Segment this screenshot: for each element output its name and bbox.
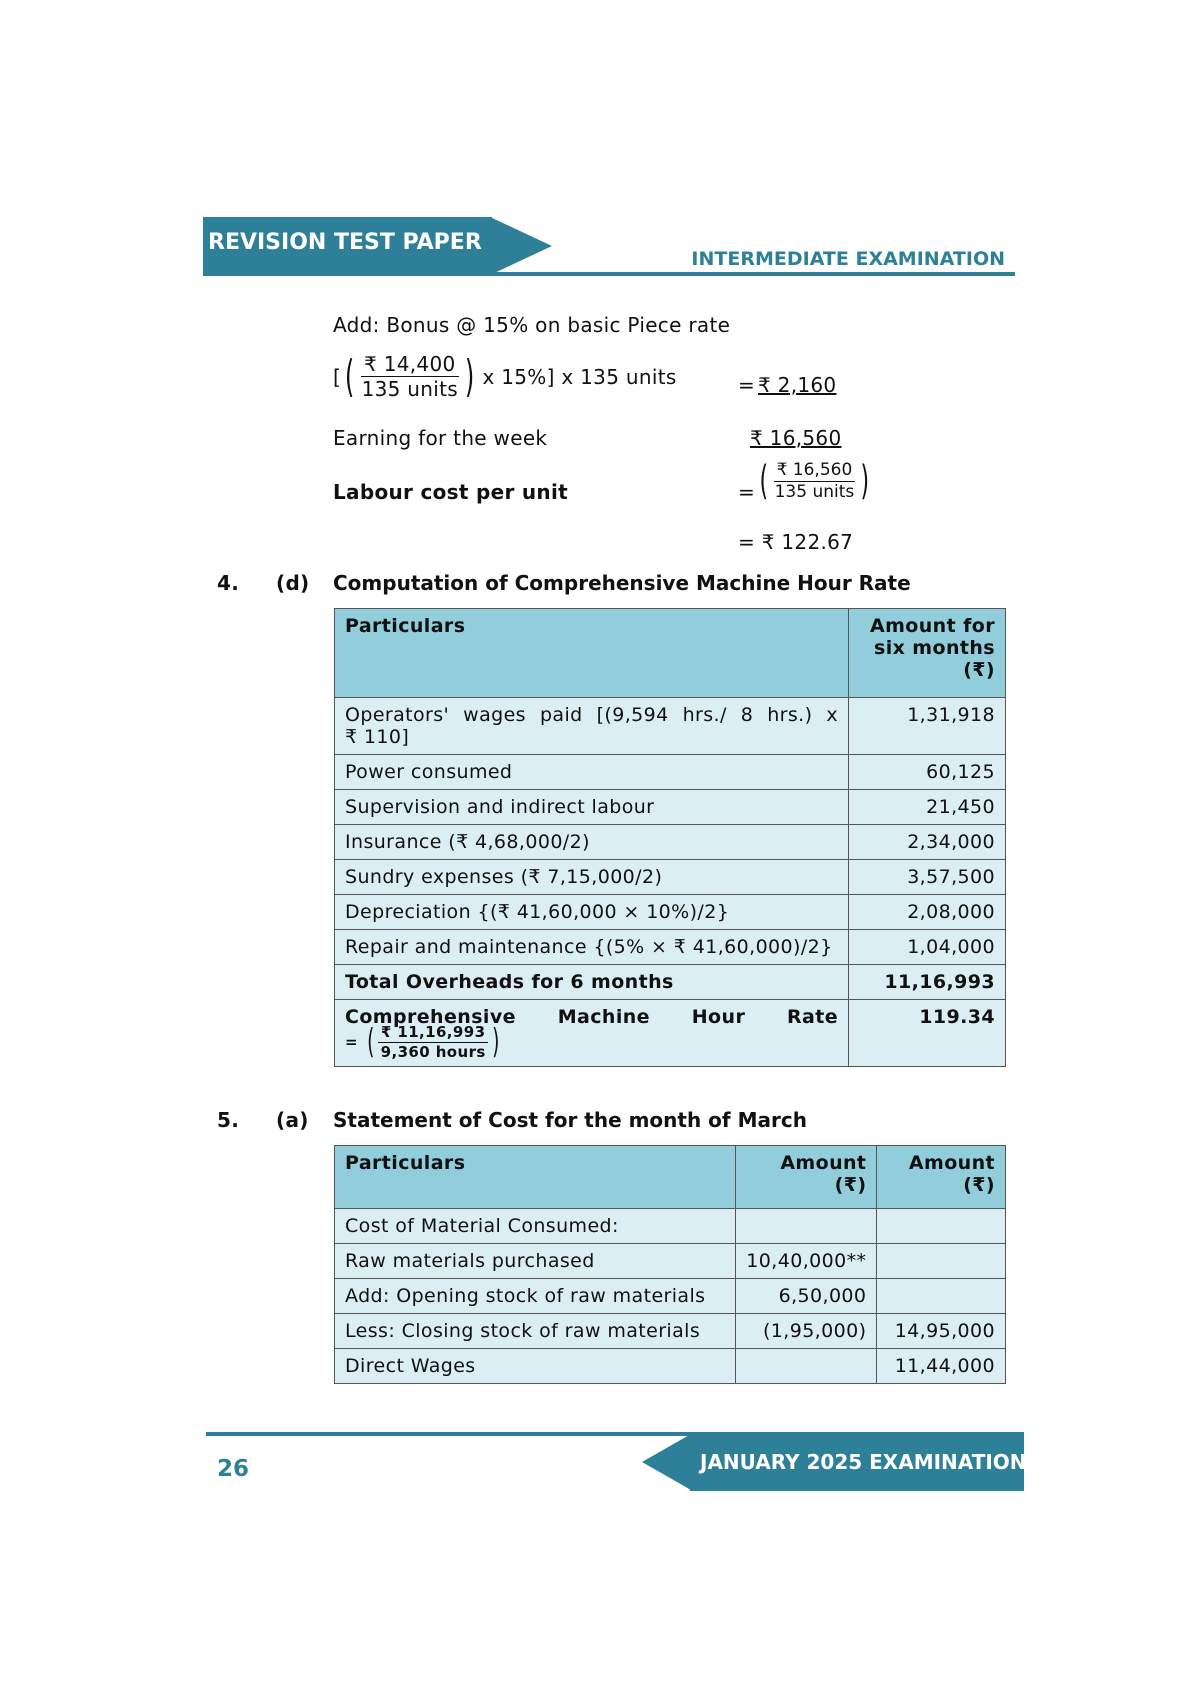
- page-number: 26: [217, 1456, 250, 1482]
- row-amount: 3,57,500: [849, 860, 1006, 895]
- table-header-row: [335, 609, 1006, 698]
- row-label: Raw materials purchased: [335, 1244, 736, 1279]
- table-row: [335, 755, 1006, 790]
- section-4-part: (d): [276, 571, 310, 595]
- labour-equals: =: [738, 480, 756, 504]
- col-particulars: Particulars: [335, 1146, 736, 1209]
- row-label-line2: ₹ 110]: [345, 726, 410, 748]
- row-amount-1: [736, 1349, 877, 1384]
- col-amount-1: [736, 1146, 877, 1209]
- table-row: [335, 1244, 1006, 1279]
- table-row: [335, 698, 1006, 755]
- table-row: [335, 860, 1006, 895]
- bonus-rest: x 15%] x 135 units: [482, 364, 677, 389]
- rate-formula: = ( $\frac{₹ 11,16,993}{\text{9,360 hours}}$ ): [345, 1022, 500, 1062]
- row-amount-1: (1,95,000): [736, 1314, 877, 1349]
- cost-statement-table: [334, 1145, 1006, 1384]
- row-amount-2: [877, 1279, 1006, 1314]
- total-label: Total Overheads for 6 months: [335, 965, 849, 1000]
- table-row: [335, 1279, 1006, 1314]
- row-amount: 60,125: [849, 755, 1006, 790]
- total-row: [335, 965, 1006, 1000]
- bonus-denominator: 135 units: [361, 377, 458, 401]
- header-title: REVISION TEST PAPER: [208, 230, 482, 255]
- labour-fraction: ( $\frac{₹ 16,560}{\text{135 units}}$ ): [759, 458, 870, 505]
- rate-row: [335, 1000, 1006, 1067]
- bonus-heading: Add: Bonus @ 15% on basic Piece rate: [333, 313, 731, 337]
- section-5-part: (a): [276, 1108, 309, 1132]
- row-amount: 21,450: [849, 790, 1006, 825]
- earning-label: Earning for the week: [333, 426, 548, 450]
- footer-exam: JANUARY 2025 EXAMINATION: [700, 1450, 1027, 1474]
- col-amount-line3: (₹): [963, 659, 995, 681]
- table-row: [335, 1349, 1006, 1384]
- row-label: Power consumed: [335, 755, 849, 790]
- rate-amount: 119.34: [849, 1000, 1006, 1067]
- labour-numerator: ₹ 16,560: [774, 461, 856, 482]
- row-label: Insurance (₹ 4,68,000/2): [335, 825, 849, 860]
- machine-hour-rate-table: [334, 608, 1006, 1067]
- rate-denominator: 9,360 hours: [380, 1042, 486, 1061]
- section-4-title: Computation of Comprehensive Machine Hour Rate: [333, 571, 911, 595]
- table-row: [335, 930, 1006, 965]
- bonus-formula: [333, 350, 677, 402]
- section-4-number: 4.: [217, 571, 240, 595]
- row-amount-2: 11,44,000: [877, 1349, 1006, 1384]
- col-amount-2-unit: (₹): [963, 1174, 995, 1196]
- total-amount: 11,16,993: [849, 965, 1006, 1000]
- table-row: [335, 825, 1006, 860]
- row-label: Sundry expenses (₹ 7,15,000/2): [335, 860, 849, 895]
- row-label: Supervision and indirect labour: [335, 790, 849, 825]
- bonus-open-bracket: [: [333, 364, 342, 389]
- table-row: [335, 1314, 1006, 1349]
- bonus-fraction: ( $\frac{₹ 14,400}{\text{135 units}}$ ): [345, 350, 475, 402]
- row-amount-1: 6,50,000: [736, 1279, 877, 1314]
- section-5-title: Statement of Cost for the month of March: [333, 1108, 807, 1132]
- row-label: Cost of Material Consumed:: [335, 1209, 736, 1244]
- table-header-row: [335, 1146, 1006, 1209]
- bonus-numerator: ₹ 14,400: [361, 353, 458, 377]
- rate-label-cell: [335, 1000, 849, 1067]
- row-label: Add: Opening stock of raw materials: [335, 1279, 736, 1314]
- col-amount-2: [877, 1146, 1006, 1209]
- table-row: [335, 1209, 1006, 1244]
- row-label-line1: Operators' wages paid [(9,594 hrs./ 8 hrs.) x: [345, 704, 839, 726]
- row-amount-2: [877, 1209, 1006, 1244]
- section-5-number: 5.: [217, 1108, 240, 1132]
- labour-label: Labour cost per unit: [333, 480, 568, 504]
- header-exam: INTERMEDIATE EXAMINATION: [691, 248, 1005, 270]
- row-amount: 1,04,000: [849, 930, 1006, 965]
- row-label: [335, 698, 849, 755]
- col-particulars: Particulars: [335, 609, 849, 698]
- rate-numerator: ₹ 11,16,993: [378, 1024, 489, 1043]
- col-amount-1-label: Amount: [780, 1152, 867, 1174]
- earning-value: ₹ 16,560: [750, 426, 842, 450]
- row-amount: 1,31,918: [849, 698, 1006, 755]
- header-rule: [203, 272, 1015, 276]
- labour-denominator: 135 units: [774, 481, 855, 502]
- row-label: Direct Wages: [335, 1349, 736, 1384]
- table-row: [335, 790, 1006, 825]
- rate-equals: =: [345, 1033, 358, 1051]
- row-amount-1: 10,40,000**: [736, 1244, 877, 1279]
- row-label: Depreciation {(₹ 41,60,000 × 10%)/2}: [335, 895, 849, 930]
- footer-arrow: [642, 1434, 691, 1490]
- row-label: Less: Closing stock of raw materials: [335, 1314, 736, 1349]
- col-amount-line1: Amount for: [870, 615, 995, 637]
- col-amount-1-unit: (₹): [834, 1174, 867, 1196]
- table-row: [335, 895, 1006, 930]
- rate-label: Comprehensive Machine Hour Rate: [345, 1006, 839, 1028]
- row-amount-2: 14,95,000: [877, 1314, 1006, 1349]
- labour-result: = ₹ 122.67: [738, 530, 854, 554]
- col-amount-2-label: Amount: [908, 1152, 995, 1174]
- row-label: Repair and maintenance {(5% × ₹ 41,60,000)/2}: [335, 930, 849, 965]
- header-arrow: [490, 217, 552, 275]
- col-amount: [849, 609, 1006, 698]
- row-amount-2: [877, 1244, 1006, 1279]
- row-amount: 2,08,000: [849, 895, 1006, 930]
- col-amount-line2: six months: [874, 637, 995, 659]
- row-amount-1: [736, 1209, 877, 1244]
- row-amount: 2,34,000: [849, 825, 1006, 860]
- bonus-equals: =: [738, 373, 756, 397]
- bonus-value: ₹ 2,160: [758, 373, 837, 397]
